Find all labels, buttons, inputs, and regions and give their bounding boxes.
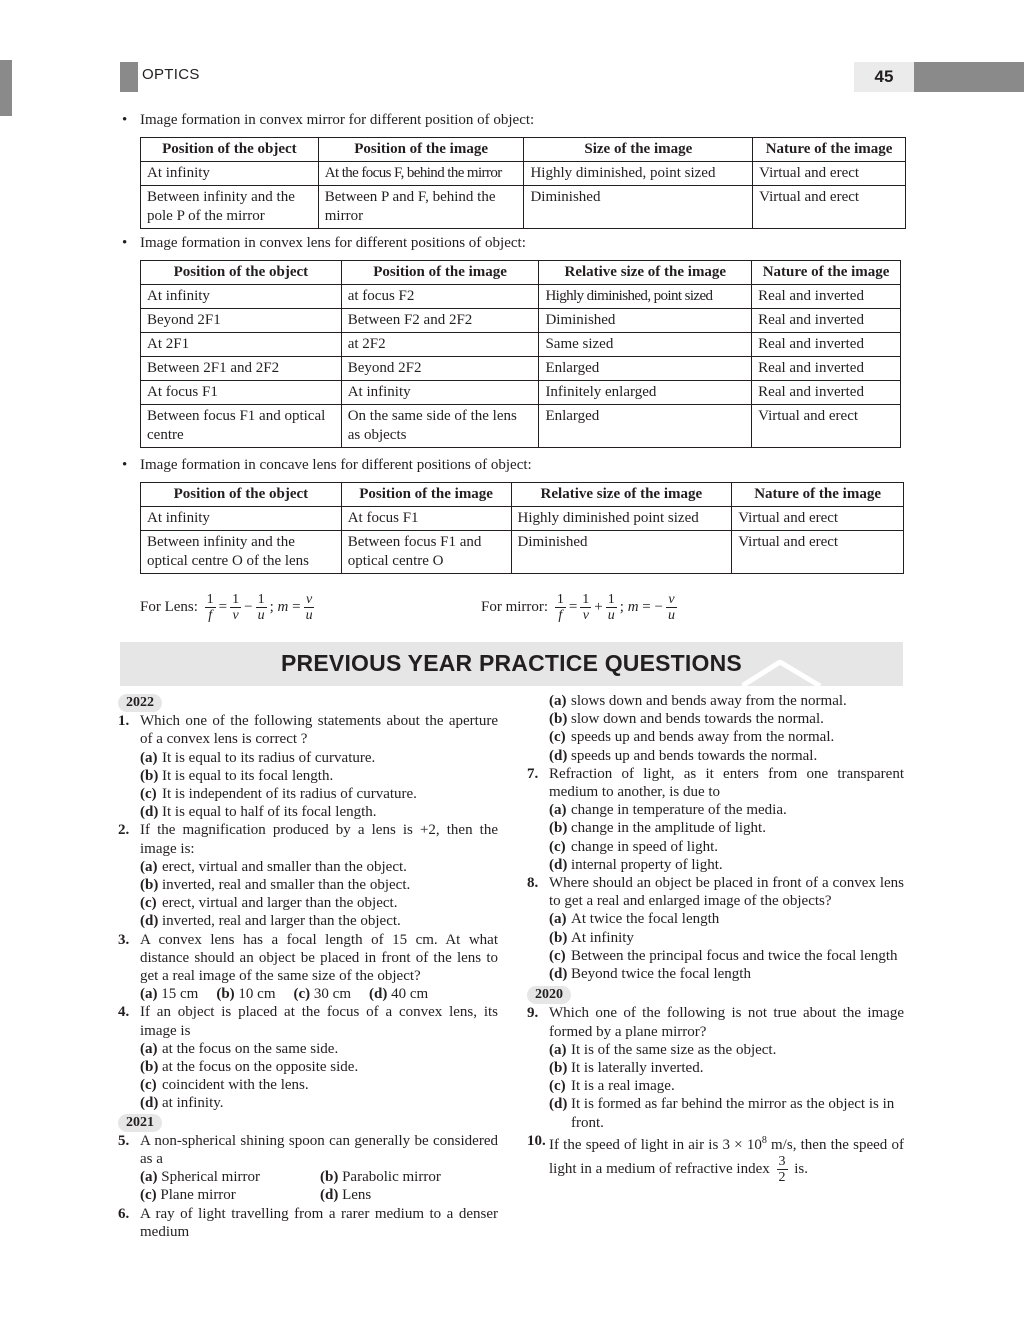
option: (d) It is equal to half of its focal length. [140,804,377,821]
convex-mirror-table [140,137,906,229]
question-5: 5. A non-spherical shining spoon can generally be considered as a [118,1132,498,1168]
year-badge: 2022 [118,694,162,712]
bullet-icon: • [122,457,128,473]
table-header: Nature of the image [732,483,904,507]
table-row: At infinity At the focus F, behind the mirror Highly diminished, point sized Virtual and erect [141,162,906,186]
question-7: 7. Refraction of light, as it enters from one transparent medium to another, is due to [527,765,904,801]
option: (c) Between the principal focus and twice the focal length [549,947,898,964]
question-2: 2. If the magnification produced by a lens is +2, then the image is: [118,822,498,857]
option: (d) at infinity. [140,1095,224,1112]
concave-lens-heading: • Image formation in concave lens for different positions of object: [122,457,532,473]
bullet-icon: • [122,235,128,251]
option: (a) change in temperature of the media. [549,802,787,819]
question-4: 4. If an object is placed at the focus of a convex lens, its image is [118,1004,498,1039]
table-header: Position of the image [341,261,539,285]
option: (a) at the focus on the same side. [140,1040,339,1057]
concave-lens-table [140,482,904,574]
option: (b) It is laterally inverted. [549,1060,704,1077]
table-row: At focus F1 At infinity Infinitely enlarged Real and inverted [141,381,901,405]
pyq-title: PREVIOUS YEAR PRACTICE QUESTIONS [281,650,742,676]
option: (c) change in speed of light. [549,838,719,855]
option: (a) It is equal to its radius of curvature. [140,749,376,766]
option: (c) speeds up and bends away from the normal. [549,729,835,746]
option: (d) Beyond twice the focal length [549,966,751,983]
mirror-formula: For mirror: $\frac{1}{f}$ = $\frac{1}{v}$ + $\frac{1}{u}$ ; m = − $\frac{v}{u}$ [481,592,675,623]
table-header: Nature of the image [753,138,906,162]
lens-formula: For Lens: $\frac{1}{f}$ = $\frac{1}{v}$ − $\frac{1}{u}$ ; m = $\frac{v}{u}$ [140,592,313,623]
convex-lens-heading: • Image formation in convex lens for different positions of object: [122,235,526,251]
table-row: Between 2F1 and 2F2 Beyond 2F2 Enlarged Real and inverted [141,357,901,381]
option: (b) It is equal to its focal length. [140,767,334,784]
year-badge: 2021 [118,1114,162,1132]
table-row: Between infinity and the optical centre O of the lens Between focus F1 and optical centre O Diminished Virtual and erect [141,531,904,574]
question-1: 1. Which one of the following statements about the aperture of a convex lens is correct ? [118,713,498,748]
option: (a) At twice the focal length [549,911,720,928]
table-row: Between infinity and the pole P of the mirror Between P and F, behind the mirror Diminished Virtual and erect [141,186,906,229]
question-6: 6. A ray of light travelling from a rarer medium to a denser medium [118,1205,498,1240]
table-header: Size of the image [524,138,753,162]
option: (b) inverted, real and smaller than the object. [140,877,411,894]
bullet-icon: • [122,112,128,128]
option: (d) It is formed as far behind the mirror as the object is in front. [549,1096,895,1131]
option: (b) at the focus on the opposite side. [140,1059,359,1076]
table-header: Position of the image [341,483,511,507]
page-edge-tab [0,60,12,116]
option: (d) speeds up and bends towards the normal. [549,747,818,764]
option: (c) coincident with the lens. [140,1077,309,1094]
option: (a) It is of the same size as the object. [549,1041,777,1058]
question-9: 9. Which one of the following is not true about the image formed by a plane mirror? [527,1005,904,1040]
table-header: Relative size of the image [511,483,732,507]
table-header: Position of the object [141,261,342,285]
option: (a) slows down and bends away from the normal. [549,693,847,709]
options-grid: (a) Spherical mirror (b) Parabolic mirror (c) Plane mirror (d) Lens [140,1169,441,1204]
option: (d) internal property of light. [549,856,723,873]
question-10: 10. If the speed of light in air is $3 \times 10^8$ m/s, then the speed of light in a medium of refractive index $\frac{3}{2}$ is. [527,1132,904,1186]
option: (d) inverted, real and larger than the object. [140,913,401,930]
table-header: Position of the object [141,138,319,162]
table-header: Position of the image [318,138,524,162]
option: (c) erect, virtual and larger than the object. [140,895,398,912]
table-row: At infinity at focus F2 Highly diminished, point sized Real and inverted [141,285,901,309]
table-row: At infinity At focus F1 Highly diminished point sized Virtual and erect [141,507,904,531]
option: (a) erect, virtual and smaller than the object. [140,858,407,875]
convex-mirror-heading: • Image formation in convex mirror for different position of object: [122,112,535,128]
table-header: Nature of the image [752,261,901,285]
table-header: Position of the object [141,483,342,507]
convex-lens-table [140,260,901,448]
table-row: Between focus F1 and optical centre On the same side of the lens as objects Enlarged Virtual and erect [141,405,901,448]
questions-right-column [527,692,904,1185]
table-row: At 2F1 at 2F2 Same sized Real and inverted [141,333,901,357]
section-title: OPTICS [142,66,200,83]
page-number: 45 [854,62,914,92]
year-badge: 2020 [527,986,571,1004]
option: (b) slow down and bends towards the normal. [549,711,824,728]
option: (c) It is a real image. [549,1078,675,1095]
option: (b) change in the amplitude of light. [549,820,766,837]
table-header: Relative size of the image [539,261,752,285]
options-row: (a) 15 cm (b) 10 cm (c) 30 cm (d) 40 cm [140,986,429,1003]
header-bar-left [120,62,138,92]
question-8: 8. Where should an object be placed in front of a convex lens to get a real and enlarged image of the objects? [527,875,904,910]
table-row: Beyond 2F1 Between F2 and 2F2 Diminished Real and inverted [141,309,901,333]
header-bar-right [914,62,1024,92]
option: (c) It is independent of its radius of curvature. [140,786,417,803]
questions-left-column [118,693,498,1241]
option: (b) At infinity [549,929,634,946]
question-3: 3. A convex lens has a focal length of 15 cm. At what distance should an object be placed in front of the lens to get a real image of the same size of the object? [118,931,498,985]
